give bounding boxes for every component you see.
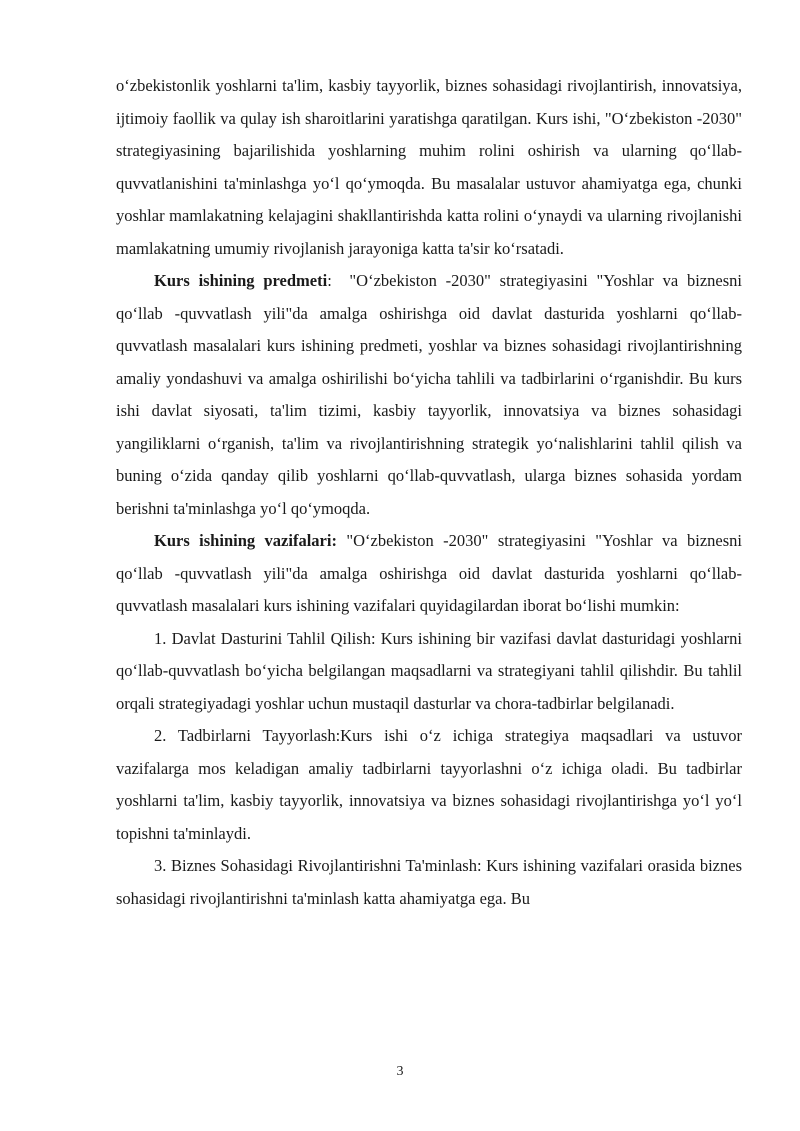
page-number: 3: [396, 1064, 404, 1079]
subject-term: Kurs ishining predmeti: [154, 271, 328, 290]
tasks-text: "O‘zbekiston -2030" strategiyasini "Yoshlar va biznesni qo‘llab -quvvatlash yili"da amalga oshirishga oid davlat dasturida yoshlarni qo‘llab-quvvatlash masalalari kurs ishining vazifalari quyidagilardan iborat bo‘lishi mumkin:: [116, 531, 747, 615]
subject-paragraph: [116, 265, 747, 525]
list-item: 2. Tadbirlarni Tayyorlash:Kurs ishi o‘z ichiga strategiya maqsadlari va ustuvor vazifalarga mos keladigan amaliy tadbirlarni tayyorlashni o‘z ichiga oladi. Bu tadbirlar yoshlarni ta'lim, kasbiy tayyorlik, innovatsiya va biznes sohasidagi rivojlantirishga yo‘l yo‘l topishni ta'minlaydi.: [116, 726, 742, 843]
intro-paragraph: o‘zbekistonlik yoshlarni ta'lim, kasbiy tayyorlik, biznes sohasidagi rivojlantirish, innovatsiya, ijtimoiy faollik va qulay ish sharoitlarini yaratishga qaratilgan. Kurs ishi, "O‘zbekiston -2030" strategiyasining bajarilishida yoshlarning muhim rolini oshirish va ularning qo‘llab-quvvatlanishini ta'minlashga yo‘l qo‘ymoqda. Bu masalalar ustuvor ahamiyatga ega, chunki yoshlar mamlakatning kelajagini shakllantirishda katta rolini o‘ynaydi va ularning rivojlanishi mamlakatning umumiy rivojlanish jarayoniga katta ta'sir ko‘rsatadi.: [116, 76, 742, 258]
list-item: 3. Biznes Sohasidagi Rivojlantirishni Ta'minlash: Kurs ishining vazifalari orasida biznes sohasidagi rivojlantirishni ta'minlash katta ahamiyatga ega. Bu: [116, 856, 742, 908]
subject-separator: :: [327, 271, 332, 290]
tasks-paragraph: [116, 525, 747, 623]
tasks-term: Kurs ishining vazifalari:: [154, 531, 337, 550]
list-item: 1. Davlat Dasturini Tahlil Qilish: Kurs ishining bir vazifasi davlat dasturidagi yoshlarni qo‘llab-quvvatlash bo‘yicha belgilangan maqsadlarni va strategiyani tahlil qilishdir. Bu tahlil orqali strategiyadagi yoshlar uchun mustaqil dasturlar va chora-tadbirlar belgilanadi.: [116, 628, 742, 713]
subject-text: "O‘zbekiston -2030" strategiyasini "Yoshlar va biznesni qo‘llab -quvvatlash yili"da amalga oshirishga oid davlat dasturida yoshlarni qo‘llab-quvvatlash masalalari kurs ishining predmeti, yoshlar va biznes sohasidagi rivojlantirishning amaliy yondashuvi va amalga oshirilishi bo‘yicha tahlili va tadbirlarini o‘rganishdir. Bu kurs ishi davlat siyosati, ta'lim tizimi, kasbiy tayyorlik, innovatsiya va biznes sohasidagi yangiliklarni o‘rganish, ta'lim va rivojlantirishning strategik yo‘nalishlarini tahlil qilish va buning o‘zida qanday qilib yoshlarni qo‘llab-quvvatlash, ularga biznes sohasida yordam berishni ta'minlashga yo‘l qo‘ymoqda.: [116, 271, 747, 518]
